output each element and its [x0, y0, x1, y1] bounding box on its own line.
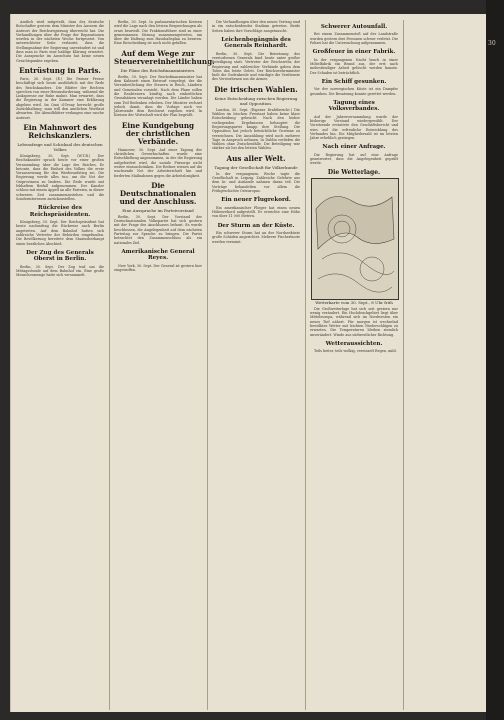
article-body: [212, 231, 300, 244]
article-headline: Ein Schiff gesunken.: [321, 78, 387, 85]
paragraph: Hannover, 30. Sept. Auf einer Tagung der christlichen Gewerkschaften wurde eine Entschließung angenommen, in der die Regierung aufgefordert wird, die soziale Fürsorge nicht weiter einzuschränken. Die Redner wiesen auf die wachsende Not der Arbeiterschaft hin und forderten Maßnahmen gegen die Arbeitslosigkeit.: [114, 147, 202, 178]
paragraph: London, 30. Sept. (Eigener Drahtbericht.) Die Wahlen im Irischen Freistaat haben keine klare Entscheidung gebracht. Nach den bisher vorliegenden Ergebnissen behauptet die Regierungspartei knapp ihre Stellung. Die Opposition hat jedoch beträchtliche Gewinne zu verzeichnen. Die Auszählung wird noch mehrere Tage in Anspruch nehmen. In Dublin verliefen die Wahlen ohne Zwischenfälle. Die Beteiligung war stärker als bei den letzten Wahlen.: [212, 107, 300, 151]
paragraph: Ein schwerer Sturm hat an der Nordseeküste große Schäden angerichtet. Mehrere Fischerboote werden vermisst.: [212, 230, 300, 244]
article-body: [114, 148, 202, 178]
article-body: [310, 115, 398, 141]
article-subheadline: Die Pläne des Reichsfinanzministers.: [120, 67, 196, 73]
weather-map-section: [310, 169, 398, 305]
article-headline: Rückreise des Reichspräsidenten.: [29, 205, 91, 218]
paragraph: Vor der norwegischen Küste ist ein Dampfer gesunken. Die Besatzung konnte gerettet werden.: [310, 87, 398, 96]
article-headline: Ein Mahnwort des Reichskanzlers.: [23, 122, 97, 140]
paragraph: Amtlich wird mitgeteilt, dass der deutsche Botschafter gestern dem Minister des Äussern die Antwort der Reichsregierung überreicht hat. Die Verhandlungen über die Frage der Reparationen werden in der nächsten Woche fortgesetzt. Von unterrichteter Seite verlautet, dass die Stellungnahme der Regierung unverändert ist und dass man in Paris eine baldige Klärung erwartet. Die Aussprache im Ausschuss hat keine neuen Gesichtspunkte ergeben.: [16, 20, 104, 63]
article-headline: Entrüstung in Paris.: [19, 65, 101, 75]
weather-map: [311, 178, 399, 300]
article-headline: Leichenbegängnis des Generals Reinhardt.: [221, 36, 291, 50]
article-headline: Die irischen Wahlen.: [214, 84, 298, 94]
article-headline: Der Zug des Generals Oberst in Berlin.: [26, 249, 94, 263]
article-headline: Die Deutschnationalen und der Anschluss.: [119, 180, 197, 206]
weather-map-caption: Wetterkarte vom 30. Sept., 8 Uhr früh: [315, 299, 393, 305]
paragraph: Berlin, 30. Sept. Die Beisetzung des verstorbenen Generals fand heute unter großer Beteiligung statt. Vertreter der Reichswehr, der Regierung und zahlreicher Verbände gaben dem Toten das letzte Geleit. Der Reichswehrminister hielt die Gedenkrede und würdigte die Verdienste des Verstorbenen um die Armee.: [212, 51, 300, 82]
weather-map-graphic: [312, 179, 398, 299]
column-1: [16, 20, 104, 710]
article-body: [310, 153, 398, 166]
article-body: [310, 349, 398, 353]
article-body: [310, 58, 398, 75]
paragraph: Bei einem Zusammenstoß auf der Landstraße wurden gestern drei Personen schwer verletzt. Die Polizei hat die Untersuchung aufgenommen.: [310, 32, 398, 45]
paragraph: Königsberg, 30. Sept. Der Reichspräsident hat heute nachmittag die Rückreise nach Berlin angetreten. Auf dem Bahnhof hatten sich zahlreiche Vertreter der Behörden eingefunden. Die Bevölkerung bereitete dem Staatsoberhaupt einen herzlichen Abschied.: [16, 220, 104, 246]
column-2: [114, 20, 215, 710]
article-headline: Tagung eines Volksverbandes.: [328, 99, 380, 113]
article-body: [212, 20, 300, 33]
article-headline: Der Sturm an der Küste.: [217, 222, 295, 229]
paragraph: Paris, 30. Sept. (E.) Die Pariser Presse beschäftigt sich heute ausführlich mit der Rede des Reichskanzlers. Die Blätter der Rechten sprechen von einer Herausforderung, während die Linkspresse zur Ruhe mahnt. Man erwartet, dass die Regierung in der Kammer eine Erklärung abgeben wird. Im Quai d'Orsay herrscht große Zurückhaltung; man will den amtlichen Wortlaut abwarten. Die Abendblätter verlangen eine rasche Antwort.: [16, 76, 104, 120]
paragraph: Berlin, 30. Sept. Der Reichsfinanzminister hat dem Kabinett einen Entwurf vorgelegt, der die Vereinheitlichung der Steuern in Reich, Ländern und Gemeinden vorsieht. Nach dem Plane sollen die Realsteuern künftig nach einheitlichen Grundsätzen veranlagt werden. Die Länder haben zum Teil Bedenken erhoben. Der Minister rechnet jedoch damit, dass die Vorlage noch vor Jahresende dem Reichsrat zugehen wird. In Kreisen der Wirtschaft wird der Plan begrüßt.: [114, 74, 202, 118]
next-page-edge: [486, 0, 504, 720]
article-headline: Großfeuer in einer Fabrik.: [312, 49, 396, 56]
article-headline: Aus aller Welt.: [226, 153, 286, 163]
paragraph: In der vergangenen Woche tagte die Gesellschaft in Leipzig. Zahlreiche Gelehrte aus dem In- und Auslande nahmen daran teil. Die Vorträge behandelten vor allem die Frühgeschichte Osteuropas.: [212, 171, 300, 193]
article-subheadline: Lebensfrage und Schicksal des deutschen Volkes: [17, 141, 103, 152]
article-body: [310, 87, 398, 96]
article-body: [16, 154, 104, 201]
article-body: [114, 20, 202, 46]
article-body: [114, 215, 202, 245]
paragraph: Berlin, 30. Sept. In parlamentarischen Kreisen wird die Lage nach den letzten Besprechungen als ernst beurteilt. Die Fraktionsführer sind zu einer gemeinsamen Sitzung zusammengetreten, um über die Haltung zum Haushaltsplan zu beraten. Eine Entscheidung ist noch nicht gefallen.: [114, 20, 202, 46]
paragraph: In der vergangenen Nacht brach in einer Möbelfabrik ein Brand aus, der erst nach mehrstündiger Arbeit gelöscht werden konnte. Der Schaden ist beträchtlich.: [310, 57, 398, 75]
paragraph: Berlin, 30. Sept. Der Vorstand der Deutschnationalen Volkspartei hat sich gestern mit der Frage des Anschlusses befasst. Es wurde beschlossen, die Angelegenheit auf dem nächsten Parteitag zur Sprache zu bringen. Die Partei betrachtet den Zusammenschluss als ein nationales Ziel.: [114, 214, 202, 245]
weather-map-title: Die Wetterlage.: [327, 168, 381, 176]
paragraph: Auf der Jahresversammlung wurde der bisherige Vorstand wiedergewählt. Der Vorsitzende erstattete den Geschäftsbericht und wies auf die erfreuliche Entwicklung des Verbandes hin. Die Mitgliederzahl ist im letzten Jahre erheblich gestiegen.: [310, 114, 398, 141]
article-headline: Auf dem Wege zur Steuervereinheitlichung.: [114, 48, 215, 66]
article-headline: Ein neuer Flugrekord.: [221, 197, 291, 204]
edge-label: 30: [488, 40, 496, 47]
paragraph: Teils heiter, teils wolkig, vereinzelt Regen, mild.: [314, 349, 397, 354]
column-4: [310, 20, 398, 710]
article-body: [212, 52, 300, 82]
article-body: [310, 32, 398, 45]
article-subheadline: Keine Entscheidung zwischen Regierung und Opposition.: [214, 95, 298, 106]
article-body: [16, 265, 104, 278]
paragraph: Die Verhandlungen über den neuen Vertrag sind in ein entscheidendes Stadium getreten. Beide Seiten haben ihre Vorschläge ausgetauscht.: [212, 20, 300, 33]
article-headline: Wetteraussichten.: [325, 340, 383, 347]
paragraph: New York, 30. Sept. Der General ist gestern hier eingetroffen.: [114, 263, 202, 273]
paragraph: Ein amerikanischer Flieger hat einen neuen Höhenrekord aufgestellt. Er erreichte eine Höhe von über 11 000 Metern.: [212, 205, 300, 219]
column-3: [212, 20, 300, 710]
article-body: [212, 172, 300, 193]
paragraph: Die Regierung hat auf eine Anfrage geantwortet, dass die Angelegenheit geprüft werde.: [310, 152, 398, 166]
article-headline: Amerikanische General Reyes.: [121, 248, 195, 262]
article-body: [16, 77, 104, 120]
newspaper-page: [10, 14, 486, 712]
article-subheadline: Tagung der Gesellschaft für Völkerkunde: [214, 164, 298, 170]
article-headline: Schwerer Autounfall.: [320, 24, 388, 30]
article-headline: Eine Kundgebung der christlichen Verbände.: [121, 120, 195, 146]
article-body: [212, 206, 300, 219]
paragraph: Berlin, 30. Sept. Der Zug traf um die Mittagsstunde auf dem Bahnhof ein. Eine große Menschenmenge hatte sich versammelt.: [16, 264, 104, 278]
article-body: [16, 20, 104, 63]
article-subheadline: Eine Aussprache im Parteivorstand: [122, 207, 194, 213]
article-body: [212, 108, 300, 151]
article-body: [310, 307, 398, 337]
paragraph: Die Großwetterlage hat sich seit gestern nur wenig verändert. Ein Hochdruckgebiet liegt über Mitteleuropa, während sich im Nordwesten ein neues Tief nähert. Für morgen ist wechselnd bewölktes Wetter mit leichten Niederschlägen zu erwarten. Die Temperaturen bleiben ziemlich unverändert. Winde aus südwestlicher Richtung.: [310, 306, 398, 337]
column-5-fragment: [408, 20, 480, 710]
article-body: [114, 264, 202, 273]
article-body: [114, 75, 202, 118]
article-body: [16, 220, 104, 246]
paragraph: Königsberg, 30. Sept. (W.T.B.) Der Reichskanzler sprach heute vor einer großen Versammlung über die Lage des Reiches. Er betonte, dass die Einheit des Volkes die erste Voraussetzung für den Wiederaufstieg sei. Die Regierung werde alles tun, um die Not der Ostprovinzen zu lindern. Die Rede wurde mit lebhaftem Beifall aufgenommen. Der Kanzler schloss mit einem Appell an alle Parteien, in dieser schweren Zeit zusammenzustehen und die Sonderinteressen zurückzustellen.: [16, 153, 104, 201]
article-headline: Nach einer Anfrage.: [322, 144, 386, 151]
